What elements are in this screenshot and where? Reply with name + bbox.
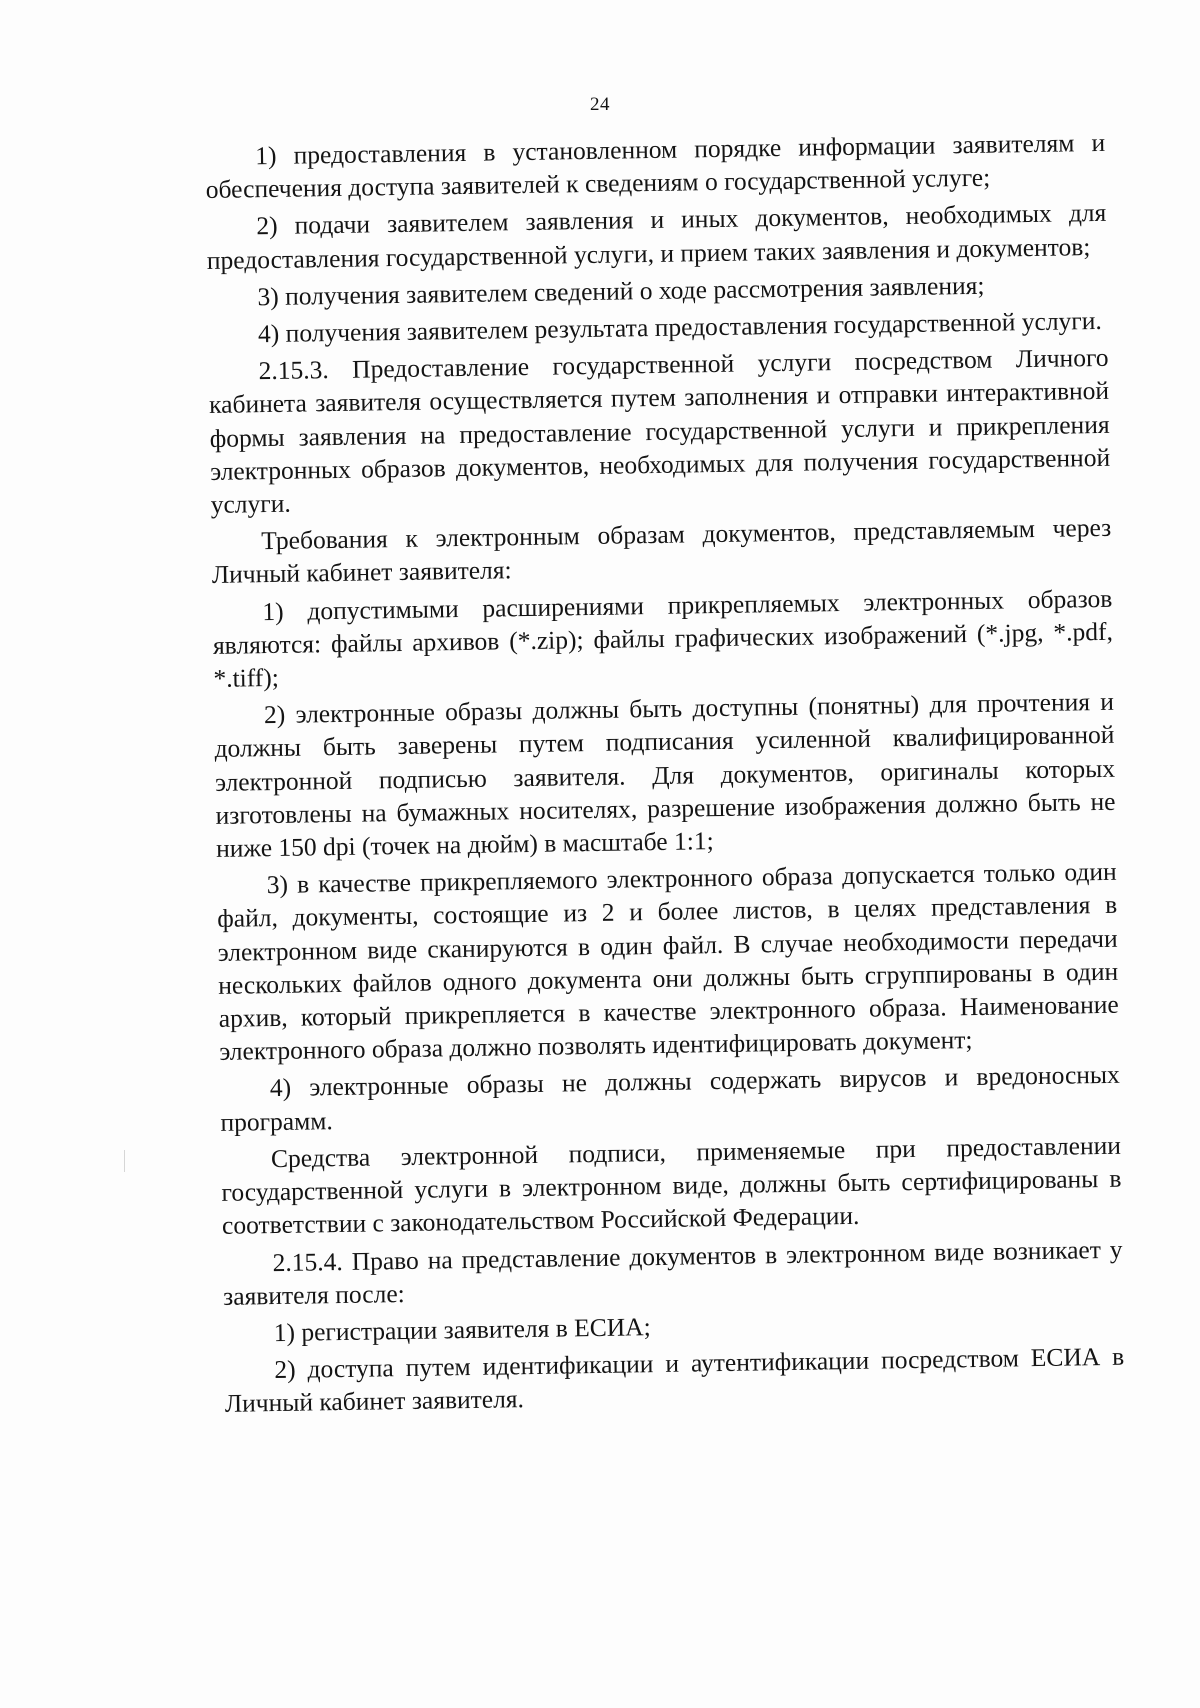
- paragraph-right-2: 2) доступа путем идентификации и аутентификации посредством ЕСИА в Личный кабинет заявителя.: [224, 1341, 1125, 1419]
- paragraph-item-3: 3) получения заявителем сведений о ходе рассмотрения заявления;: [257, 270, 985, 312]
- paragraph-requirement-2: 2) электронные образы должны быть доступны (понятны) для прочтения и должны быть заверены путем подписания усиленной квалифицированной электронной подписью заявителя. Для документов, оригиналы которых изготовлены на бумажных носителях, разрешение изображения должно быть не ниже 150 dpi (точек на дюйм) в масштабе 1:1;: [214, 687, 1116, 863]
- paragraph-item-4: 4) получения заявителем результата предоставления государственной услуги.: [257, 305, 1103, 349]
- paragraph-item-1: 1) предоставления в установленном порядке информации заявителям и обеспечения доступа заявителей к сведениям о государственной услуге;: [205, 127, 1106, 205]
- paragraph-requirement-3: 3) в качестве прикрепляемого электронного образа допускается только один файл, документы, состоящие из 2 и более листов, в целях представления в электронном виде сканируются в один файл. В случае необходимости передачи нескольких файлов одного документа они должны быть сгруппированы в один архив, который прикрепляется в качестве электронного образа. Наименование электронного образа должно позволять идентифицировать документ;: [217, 857, 1119, 1067]
- paragraph-requirement-1: 1) допустимыми расширениями прикрепляемых электронных образов являются: файлы архивов (*.zip); файлы графических изображений (*.jpg, *.pdf, *.tiff);: [212, 583, 1114, 693]
- paragraph-item-2: 2) подачи заявителем заявления и иных документов, необходимых для предоставления государственной услуги, и прием таких заявления и документов;: [206, 198, 1107, 275]
- paragraph-requirement-4: 4) электронные образы не должны содержать вирусов и вредоносных программ.: [220, 1060, 1121, 1137]
- paragraph-requirements-intro: Требования к электронным образам документов, представляемым через Личный кабинет заявителя:: [211, 513, 1112, 590]
- paragraph-section-2-15-3: 2.15.3. Предоставление государственной услуги посредством Личного кабинета заявителя осуществляется путем заполнения и отправки интерактивной формы заявления на предоставление государственной услуги и прикрепления электронных образов документов, необходимых для получения государственной услуги.: [208, 343, 1111, 519]
- document-body: [205, 126, 1125, 1420]
- paragraph-signature-tools: Средства электронной подписи, применяемые при предоставлении государственной услуги в электронном виде, должны быть сертифицированы в соответствии с законодательством Российской Федерации.: [221, 1130, 1122, 1241]
- scan-mark: [124, 1150, 125, 1172]
- paragraph-right-1: 1) регистрации заявителя в ЕСИА;: [273, 1312, 651, 1347]
- paragraph-section-2-15-4: 2.15.4. Право на представление документов в электронном виде возникает у заявителя после:: [222, 1234, 1123, 1311]
- page-number: 24: [590, 94, 610, 115]
